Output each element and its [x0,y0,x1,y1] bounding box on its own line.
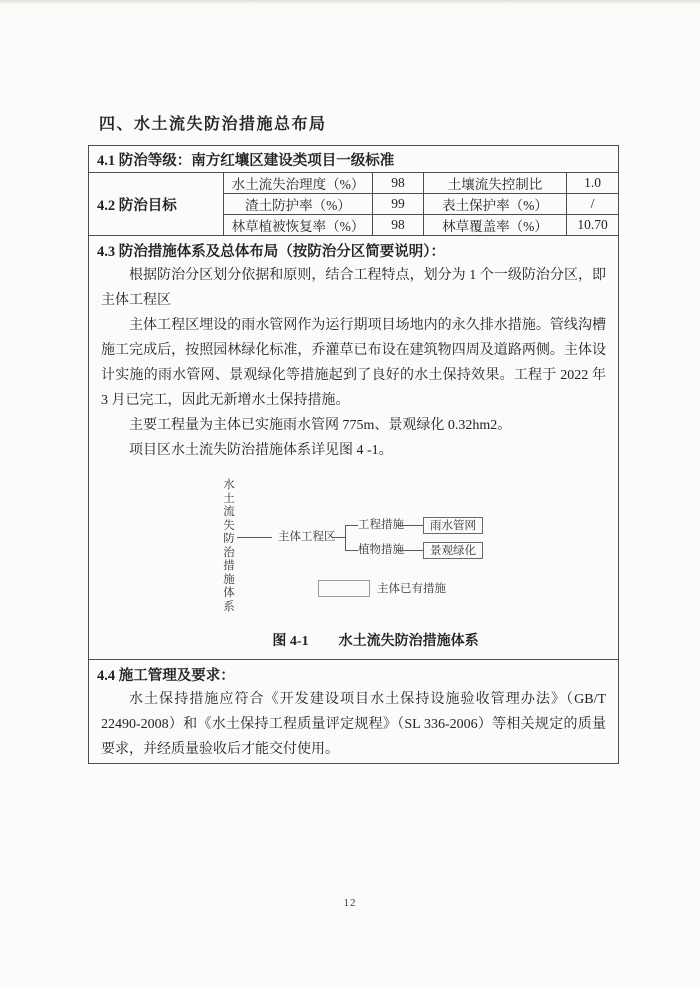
target-name-cell: 水土流失治理度（%） [224,173,373,194]
target-name-cell: 表土保护率（%） [424,194,567,215]
section-43-cell [89,236,619,660]
page-number: 12 [343,897,357,909]
diagram-box-rainwater-network: 雨水管网 [423,517,483,534]
connector-line [345,525,346,550]
diagram-branch-plant: 植物措施 [358,544,404,556]
page-title: 四、水土流失防治措施总布局 [99,116,327,133]
section-44-cell [89,660,619,764]
legend-label: 主体已有措施 [377,583,446,595]
connector-line [345,550,358,551]
figure-caption [111,630,640,650]
legend-swatch-box [318,580,370,597]
table-row [89,660,619,764]
target-name-cell: 林草覆盖率（%） [424,215,567,236]
target-value-cell: 98 [373,215,424,236]
paragraph: 主体工程区埋设的雨水管网作为运行期项目场地内的永久排水措施。管线沟槽施工完成后，按照园林绿化标准，乔灌草已布设在建筑物四周及道路两侧。主体设计实施的雨水管网、景观绿化等措施起到了良好的水土保持效果。工程于 2022 年 3 月已完工，因此无新增水土保持措施。 [101,318,606,408]
control-grade-cell: 4.1 防治等级：南方红壤区建设类项目一级标准 [89,146,619,173]
measures-system-diagram [89,472,618,628]
section-44-heading: 4.4 施工管理及要求： [97,668,235,684]
table-row [89,146,619,173]
connector-line [397,525,423,526]
target-value-cell: 10.70 [567,215,619,236]
paragraph: 水土保持措施应符合《开发建设项目水土保持设施验收管理办法》（GB/T 22490-2008）和《水土保持工程质量评定规程》（SL 336-2006）等相关规定的质量要求，并经质量验收后才能交付使用。 [101,692,606,757]
diagram-branch-engineering: 工程措施 [358,519,404,531]
target-value-cell: 98 [373,173,424,194]
target-value-cell: / [567,194,619,215]
diagram-root-node: 主体工程区 [278,531,336,543]
connector-line [332,537,345,538]
target-value-cell: 1.0 [567,173,619,194]
paragraph: 项目区水土流失防治措施体系详见图 4 -1。 [129,443,393,458]
paragraph: 根据防治分区划分依据和原则，结合工程特点，划分为 1 个一级防治分区，即主体工程区 [101,268,606,308]
connector-line [397,550,423,551]
target-value-cell: 99 [373,194,424,215]
target-label-cell: 4.2 防治目标 [89,173,224,236]
section-43-heading: 4.3 防治措施体系及总体布局（按防治分区简要说明）： [97,244,445,260]
target-name-cell: 渣土防护率（%） [224,194,373,215]
table-row [89,173,619,194]
target-name-cell: 土壤流失控制比 [424,173,567,194]
measures-table [88,145,619,764]
target-name-cell: 林草植被恢复率（%） [224,215,373,236]
figure-caption-title: 水土流失防治措施体系 [338,634,479,649]
figure-caption-number: 图 4-1 [272,634,309,649]
diagram-vertical-label: 水土流失防治措施体系 [223,479,235,613]
diagram-box-landscape-greening: 景观绿化 [423,542,483,559]
table-row [89,236,619,660]
connector-line [345,525,358,526]
connector-line [237,537,272,538]
paragraph: 主要工程量为主体已实施雨水管网 775m、景观绿化 0.32hm2。 [129,418,512,433]
